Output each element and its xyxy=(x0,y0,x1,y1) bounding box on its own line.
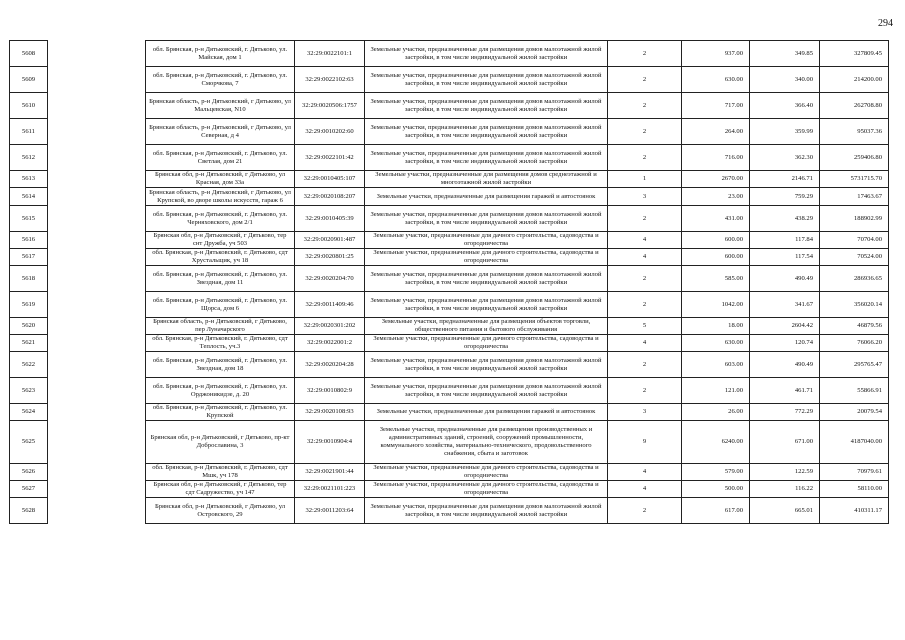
cadastral-number-cell: 32:29:0011409:46 xyxy=(295,292,365,318)
address-cell: Брянская обл, р-н Дятьковский, г Дятьково, ул Красная, дом 33а xyxy=(146,171,295,188)
group-number-cell: 2 xyxy=(608,67,682,93)
area-cell: 716.00 xyxy=(682,145,750,171)
row-number: 5613 xyxy=(10,171,48,188)
row-number: 5618 xyxy=(10,266,48,292)
address-cell: Брянская обл, р-н Дятьковский, г Дятьково, тер снт Дружба, уч 503 xyxy=(146,232,295,249)
cadastral-value-cell: 4187040.00 xyxy=(820,421,889,464)
row-number: 5608 xyxy=(10,41,48,67)
unit-value-cell: 665.01 xyxy=(750,498,820,524)
unit-value-cell: 362.30 xyxy=(750,145,820,171)
table-row xyxy=(10,67,889,93)
land-category-cell: Земельные участки, предназначенные для дачного строительства, садоводства и огородничества xyxy=(365,335,608,352)
cadastral-value-cell: 188902.99 xyxy=(820,206,889,232)
cadastral-number-cell: 32:29:0010904:4 xyxy=(295,421,365,464)
address-cell: обл. Брянская, р-н Дятьковский, г. Дятьково, сдт Теплость, уч.3 xyxy=(146,335,295,352)
unit-value-cell: 341.67 xyxy=(750,292,820,318)
unit-value-cell: 366.40 xyxy=(750,93,820,119)
address-cell: обл. Брянская, р-н Дятьковский, г. Дятьково, ул. Звездная, дом 11 xyxy=(146,266,295,292)
land-category-cell: Земельные участки, предназначенные для размещения домов малоэтажной жилой застройки, в том числе индивидуальной жилой застройки xyxy=(365,41,608,67)
spacer-cell xyxy=(48,404,146,421)
row-number: 5610 xyxy=(10,93,48,119)
group-number-cell: 5 xyxy=(608,318,682,335)
cadastral-value-cell: 259406.80 xyxy=(820,145,889,171)
spacer-cell xyxy=(48,498,146,524)
cadastral-number-cell: 32:29:0020108:207 xyxy=(295,188,365,206)
table-row xyxy=(10,292,889,318)
row-number: 5609 xyxy=(10,67,48,93)
unit-value-cell: 759.29 xyxy=(750,188,820,206)
cadastral-value-cell: 17463.67 xyxy=(820,188,889,206)
table-row xyxy=(10,464,889,481)
unit-value-cell: 2146.71 xyxy=(750,171,820,188)
land-category-cell: Земельные участки, предназначенные для размещения домов малоэтажной жилой застройки, в том числе индивидуальной жилой застройки xyxy=(365,206,608,232)
land-plots-table xyxy=(9,40,889,524)
table-row xyxy=(10,335,889,352)
spacer-cell xyxy=(48,188,146,206)
land-category-cell: Земельные участки, предназначенные для размещения домов малоэтажной жилой застройки, в том числе индивидуальной жилой застройки xyxy=(365,145,608,171)
spacer-cell xyxy=(48,119,146,145)
address-cell: обл. Брянская, р-н Дятьковский, г. Дятьково, ул. Светлая, дом 21 xyxy=(146,145,295,171)
unit-value-cell: 359.99 xyxy=(750,119,820,145)
address-cell: обл. Брянская, р-н Дятьковский, г. Дятьково, ул. Черняховского, дом 2/1 xyxy=(146,206,295,232)
unit-value-cell: 116.22 xyxy=(750,481,820,498)
area-cell: 18.00 xyxy=(682,318,750,335)
spacer-cell xyxy=(48,232,146,249)
land-category-cell: Земельные участки, предназначенные для размещения домов малоэтажной жилой застройки, в том числе индивидуальной жилой застройки xyxy=(365,378,608,404)
row-number: 5624 xyxy=(10,404,48,421)
cadastral-number-cell: 32:29:0022101:42 xyxy=(295,145,365,171)
group-number-cell: 2 xyxy=(608,352,682,378)
area-cell: 600.00 xyxy=(682,249,750,266)
land-category-cell: Земельные участки, предназначенные для размещения домов малоэтажной жилой застройки, в том числе индивидуальной жилой застройки xyxy=(365,292,608,318)
land-category-cell: Земельные участки, предназначенные для размещения домов среднеэтажной и многоэтажной жилой застройки xyxy=(365,171,608,188)
row-number: 5617 xyxy=(10,249,48,266)
table-row xyxy=(10,41,889,67)
spacer-cell xyxy=(48,421,146,464)
area-cell: 630.00 xyxy=(682,335,750,352)
address-cell: обл. Брянская, р-н Дятьковский, г. Дятьково, ул. Крупской xyxy=(146,404,295,421)
land-category-cell: Земельные участки, предназначенные для дачного строительства, садоводства и огородничества xyxy=(365,481,608,498)
group-number-cell: 4 xyxy=(608,232,682,249)
land-category-cell: Земельные участки, предназначенные для дачного строительства, садоводства и огородничества xyxy=(365,232,608,249)
spacer-cell xyxy=(48,206,146,232)
table-row xyxy=(10,404,889,421)
unit-value-cell: 772.29 xyxy=(750,404,820,421)
cadastral-number-cell: 32:29:0020506:1757 xyxy=(295,93,365,119)
spacer-cell xyxy=(48,93,146,119)
table-row xyxy=(10,352,889,378)
area-cell: 717.00 xyxy=(682,93,750,119)
group-number-cell: 4 xyxy=(608,481,682,498)
land-category-cell: Земельные участки, предназначенные для размещения гаражей и автостоянок xyxy=(365,188,608,206)
address-cell: Брянская область, р-н Дятьковский, г Дятьково, ул Крупской, во дворе школы искусств, гараж 6 xyxy=(146,188,295,206)
area-cell: 937.00 xyxy=(682,41,750,67)
row-number: 5621 xyxy=(10,335,48,352)
unit-value-cell: 122.59 xyxy=(750,464,820,481)
address-cell: Брянская область, р-н Дятьковский, г Дятьково, пер Луначарского xyxy=(146,318,295,335)
group-number-cell: 2 xyxy=(608,292,682,318)
spacer-cell xyxy=(48,41,146,67)
unit-value-cell: 117.84 xyxy=(750,232,820,249)
table-row xyxy=(10,318,889,335)
address-cell: обл. Брянская, р-н Дятьковский, г. Дятьково, сдт Мшк, уч 178 xyxy=(146,464,295,481)
cadastral-value-cell: 214200.00 xyxy=(820,67,889,93)
spacer-cell xyxy=(48,171,146,188)
area-cell: 500.00 xyxy=(682,481,750,498)
land-category-cell: Земельные участки, предназначенные для дачного строительства, садоводства и огородничества xyxy=(365,464,608,481)
land-category-cell: Земельные участки, предназначенные для размещения производственных и административных зданий, строений, сооружений промышленности, коммунального хозяйства, материально-технического, продовольственного снабжения, сбыта и заготовок xyxy=(365,421,608,464)
table-row xyxy=(10,232,889,249)
cadastral-value-cell: 70704.00 xyxy=(820,232,889,249)
cadastral-number-cell: 32:29:0010405:39 xyxy=(295,206,365,232)
group-number-cell: 2 xyxy=(608,41,682,67)
table-row xyxy=(10,421,889,464)
area-cell: 617.00 xyxy=(682,498,750,524)
group-number-cell: 2 xyxy=(608,93,682,119)
row-number: 5627 xyxy=(10,481,48,498)
land-category-cell: Земельные участки, предназначенные для размещения домов малоэтажной жилой застройки, в том числе индивидуальной жилой застройки xyxy=(365,352,608,378)
area-cell: 603.00 xyxy=(682,352,750,378)
land-category-cell: Земельные участки, предназначенные для размещения объектов торговли, общественного питания и бытового обслуживания xyxy=(365,318,608,335)
unit-value-cell: 438.29 xyxy=(750,206,820,232)
table-row xyxy=(10,145,889,171)
address-cell: Брянская обл, р-н Дятьковский, г Дятьково, тер сдт Садружество, уч 147 xyxy=(146,481,295,498)
cadastral-value-cell: 295765.47 xyxy=(820,352,889,378)
group-number-cell: 2 xyxy=(608,266,682,292)
cadastral-number-cell: 32:29:0020204:70 xyxy=(295,266,365,292)
land-category-cell: Земельные участки, предназначенные для размещения домов малоэтажной жилой застройки, в том числе индивидуальной жилой застройки xyxy=(365,119,608,145)
address-cell: обл. Брянская, р-н Дятьковский, г. Дятьково, сдт Хрустальщик, уч 18 xyxy=(146,249,295,266)
group-number-cell: 2 xyxy=(608,145,682,171)
address-cell: обл. Брянская, р-н Дятьковский, г. Дятьково, ул. Орджоникидзе, д. 20 xyxy=(146,378,295,404)
group-number-cell: 4 xyxy=(608,249,682,266)
cadastral-number-cell: 32:29:0022101:1 xyxy=(295,41,365,67)
table-row xyxy=(10,188,889,206)
row-number: 5615 xyxy=(10,206,48,232)
table-row xyxy=(10,378,889,404)
cadastral-number-cell: 32:29:0021901:44 xyxy=(295,464,365,481)
land-category-cell: Земельные участки, предназначенные для размещения домов малоэтажной жилой застройки, в том числе индивидуальной жилой застройки xyxy=(365,93,608,119)
address-cell: Брянская обл, р-н Дятьковский, г Дятьково, ул Островского, 29 xyxy=(146,498,295,524)
land-category-cell: Земельные участки, предназначенные для размещения домов малоэтажной жилой застройки, в том числе индивидуальной жилой застройки xyxy=(365,266,608,292)
cadastral-number-cell: 32:29:0010405:107 xyxy=(295,171,365,188)
land-category-cell: Земельные участки, предназначенные для размещения домов малоэтажной жилой застройки, в том числе индивидуальной жилой застройки xyxy=(365,67,608,93)
group-number-cell: 9 xyxy=(608,421,682,464)
cadastral-number-cell: 32:29:0020801:25 xyxy=(295,249,365,266)
unit-value-cell: 120.74 xyxy=(750,335,820,352)
cadastral-value-cell: 46879.56 xyxy=(820,318,889,335)
group-number-cell: 3 xyxy=(608,188,682,206)
spacer-cell xyxy=(48,266,146,292)
cadastral-number-cell: 32:29:0020901:487 xyxy=(295,232,365,249)
address-cell: обл. Брянская, р-н Дятьковский, г. Дятьково, ул. Щорса, дом 6 xyxy=(146,292,295,318)
table-row xyxy=(10,249,889,266)
table-row xyxy=(10,119,889,145)
spacer-cell xyxy=(48,145,146,171)
address-cell: Брянская обл, р-н Дятьковский, г Дятьково, пр-кт Доброславина, 3 xyxy=(146,421,295,464)
cadastral-value-cell: 76066.20 xyxy=(820,335,889,352)
unit-value-cell: 461.71 xyxy=(750,378,820,404)
unit-value-cell: 117.54 xyxy=(750,249,820,266)
cadastral-value-cell: 70524.00 xyxy=(820,249,889,266)
area-cell: 6240.00 xyxy=(682,421,750,464)
table-row xyxy=(10,93,889,119)
address-cell: обл. Брянская, р-н Дятьковский, г. Дятьково, ул. Сморчкова, 7 xyxy=(146,67,295,93)
cadastral-value-cell: 20079.54 xyxy=(820,404,889,421)
table-row xyxy=(10,498,889,524)
cadastral-value-cell: 262708.80 xyxy=(820,93,889,119)
area-cell: 2670.00 xyxy=(682,171,750,188)
table-row xyxy=(10,266,889,292)
area-cell: 1042.00 xyxy=(682,292,750,318)
group-number-cell: 3 xyxy=(608,404,682,421)
row-number: 5614 xyxy=(10,188,48,206)
page-number: 294 xyxy=(878,18,893,29)
unit-value-cell: 349.85 xyxy=(750,41,820,67)
group-number-cell: 2 xyxy=(608,206,682,232)
row-number: 5625 xyxy=(10,421,48,464)
cadastral-value-cell: 95037.36 xyxy=(820,119,889,145)
spacer-cell xyxy=(48,481,146,498)
address-cell: Брянская область, р-н Дятьковский, г Дятьково, ул Северная, д 4 xyxy=(146,119,295,145)
cadastral-value-cell: 286936.65 xyxy=(820,266,889,292)
area-cell: 264.00 xyxy=(682,119,750,145)
group-number-cell: 2 xyxy=(608,498,682,524)
spacer-cell xyxy=(48,352,146,378)
area-cell: 630.00 xyxy=(682,67,750,93)
group-number-cell: 1 xyxy=(608,171,682,188)
row-number: 5628 xyxy=(10,498,48,524)
address-cell: обл. Брянская, р-н Дятьковский, г. Дятьково, ул. Звездная, дом 18 xyxy=(146,352,295,378)
table-row xyxy=(10,481,889,498)
area-cell: 579.00 xyxy=(682,464,750,481)
unit-value-cell: 490.49 xyxy=(750,266,820,292)
area-cell: 585.00 xyxy=(682,266,750,292)
table-row xyxy=(10,171,889,188)
area-cell: 431.00 xyxy=(682,206,750,232)
group-number-cell: 2 xyxy=(608,119,682,145)
area-cell: 23.00 xyxy=(682,188,750,206)
spacer-cell xyxy=(48,318,146,335)
row-number: 5616 xyxy=(10,232,48,249)
row-number: 5622 xyxy=(10,352,48,378)
cadastral-number-cell: 32:29:0022102:63 xyxy=(295,67,365,93)
unit-value-cell: 490.49 xyxy=(750,352,820,378)
cadastral-number-cell: 32:29:0020204:28 xyxy=(295,352,365,378)
land-category-cell: Земельные участки, предназначенные для размещения домов малоэтажной жилой застройки, в том числе индивидуальной жилой застройки xyxy=(365,498,608,524)
area-cell: 26.00 xyxy=(682,404,750,421)
row-number: 5626 xyxy=(10,464,48,481)
cadastral-value-cell: 356020.14 xyxy=(820,292,889,318)
spacer-cell xyxy=(48,464,146,481)
address-cell: Брянская область, р-н Дятьковский, г Дятьково, ул Мальцевская, N10 xyxy=(146,93,295,119)
group-number-cell: 4 xyxy=(608,464,682,481)
land-category-cell: Земельные участки, предназначенные для размещения гаражей и автостоянок xyxy=(365,404,608,421)
row-number: 5620 xyxy=(10,318,48,335)
row-number: 5612 xyxy=(10,145,48,171)
spacer-cell xyxy=(48,335,146,352)
cadastral-number-cell: 32:29:0020301:202 xyxy=(295,318,365,335)
cadastral-number-cell: 32:29:0020108:93 xyxy=(295,404,365,421)
row-number: 5623 xyxy=(10,378,48,404)
spacer-cell xyxy=(48,249,146,266)
table-row xyxy=(10,206,889,232)
cadastral-value-cell: 410311.17 xyxy=(820,498,889,524)
cadastral-number-cell: 32:29:0011203:64 xyxy=(295,498,365,524)
area-cell: 121.00 xyxy=(682,378,750,404)
row-number: 5619 xyxy=(10,292,48,318)
cadastral-value-cell: 58110.00 xyxy=(820,481,889,498)
group-number-cell: 2 xyxy=(608,378,682,404)
cadastral-number-cell: 32:29:0022001:2 xyxy=(295,335,365,352)
land-category-cell: Земельные участки, предназначенные для дачного строительства, садоводства и огородничества xyxy=(365,249,608,266)
cadastral-number-cell: 32:29:0021101:223 xyxy=(295,481,365,498)
row-number: 5611 xyxy=(10,119,48,145)
cadastral-value-cell: 55866.91 xyxy=(820,378,889,404)
area-cell: 600.00 xyxy=(682,232,750,249)
unit-value-cell: 340.00 xyxy=(750,67,820,93)
cadastral-number-cell: 32:29:0010202:60 xyxy=(295,119,365,145)
spacer-cell xyxy=(48,292,146,318)
group-number-cell: 4 xyxy=(608,335,682,352)
spacer-cell xyxy=(48,378,146,404)
spacer-cell xyxy=(48,67,146,93)
cadastral-value-cell: 327809.45 xyxy=(820,41,889,67)
unit-value-cell: 2604.42 xyxy=(750,318,820,335)
address-cell: обл. Брянская, р-н Дятьковский, г. Дятьково, ул. Майская, дом 1 xyxy=(146,41,295,67)
cadastral-value-cell: 70979.61 xyxy=(820,464,889,481)
unit-value-cell: 671.00 xyxy=(750,421,820,464)
cadastral-number-cell: 32:29:0010802:9 xyxy=(295,378,365,404)
cadastral-value-cell: 5731715.70 xyxy=(820,171,889,188)
